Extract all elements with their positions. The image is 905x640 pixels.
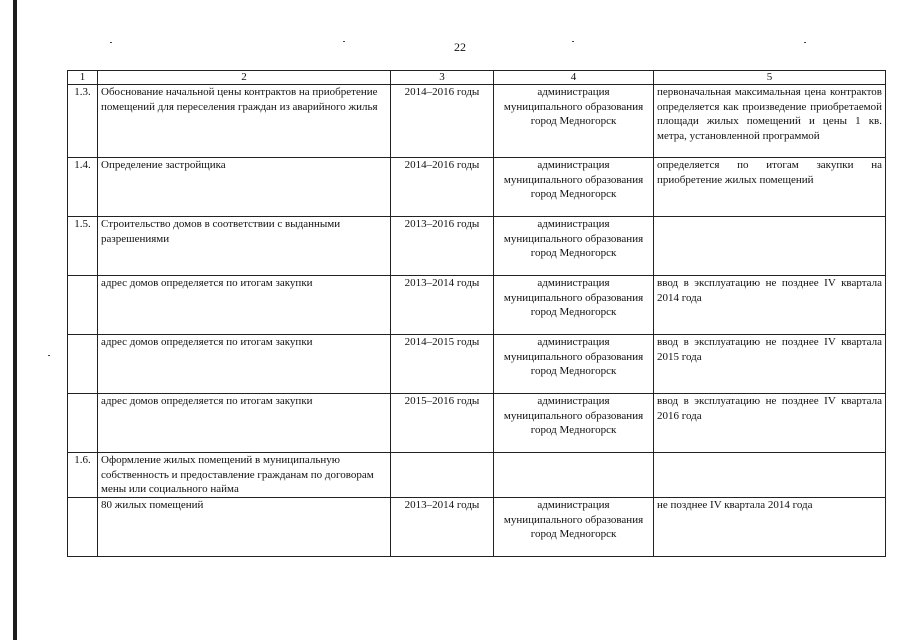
- column-header: 1: [68, 71, 98, 85]
- table-row: [68, 498, 886, 557]
- result-cell: ввод в эксплуатацию не позднее IV квартала 2014 года: [654, 276, 886, 335]
- row-number: [68, 394, 98, 453]
- column-header: 4: [494, 71, 654, 85]
- measure-description: адрес домов определяется по итогам закупки: [98, 335, 391, 394]
- program-measures-table: [67, 70, 886, 557]
- table-row: [68, 335, 886, 394]
- scan-speck: [48, 355, 50, 356]
- measure-description: адрес домов определяется по итогам закупки: [98, 276, 391, 335]
- period-cell: 2014–2016 годы: [391, 85, 494, 158]
- measure-description: Оформление жилых помещений в муниципальную собственность и предоставление гражданам по договорам мены или социального найма: [98, 453, 391, 498]
- result-cell: [654, 453, 886, 498]
- period-cell: 2015–2016 годы: [391, 394, 494, 453]
- executor-cell: администрация муниципального образования город Медногорск: [494, 217, 654, 276]
- row-number: 1.6.: [68, 453, 98, 498]
- column-header: 2: [98, 71, 391, 85]
- table-row: [68, 394, 886, 453]
- scan-speck: [572, 41, 574, 42]
- measure-description: Определение застройщика: [98, 158, 391, 217]
- measure-description: Обоснование начальной цены контрактов на приобретение помещений для переселения граждан из аварийного жилья: [98, 85, 391, 158]
- scan-speck: [804, 42, 806, 43]
- table-row: [68, 453, 886, 498]
- row-number: 1.5.: [68, 217, 98, 276]
- result-cell: первоначальная максимальная цена контрактов определяется как произведение приобретаемой площади жилых помещений и цены 1 кв. метра, установленной программой: [654, 85, 886, 158]
- period-cell: 2014–2016 годы: [391, 158, 494, 217]
- scan-speck: [110, 42, 112, 43]
- table-row: [68, 85, 886, 158]
- executor-cell: администрация муниципального образования город Медногорск: [494, 85, 654, 158]
- result-cell: не позднее IV квартала 2014 года: [654, 498, 886, 557]
- table-row: [68, 158, 886, 217]
- period-cell: 2013–2016 годы: [391, 217, 494, 276]
- table-header-row: [68, 71, 886, 85]
- page-number: 22: [454, 40, 466, 54]
- executor-cell: администрация муниципального образования город Медногорск: [494, 335, 654, 394]
- period-cell: 2014–2015 годы: [391, 335, 494, 394]
- result-cell: [654, 217, 886, 276]
- executor-cell: администрация муниципального образования город Медногорск: [494, 394, 654, 453]
- row-number: 1.3.: [68, 85, 98, 158]
- scan-speck: [343, 41, 345, 42]
- column-header: 5: [654, 71, 886, 85]
- result-cell: ввод в эксплуатацию не позднее IV квартала 2015 года: [654, 335, 886, 394]
- executor-cell: администрация муниципального образования город Медногорск: [494, 276, 654, 335]
- period-cell: [391, 453, 494, 498]
- measure-description: 80 жилых помещений: [98, 498, 391, 557]
- row-number: [68, 276, 98, 335]
- table-row: [68, 276, 886, 335]
- period-cell: 2013–2014 годы: [391, 276, 494, 335]
- page-left-edge-bar: [13, 0, 17, 640]
- result-cell: ввод в эксплуатацию не позднее IV квартала 2016 года: [654, 394, 886, 453]
- executor-cell: администрация муниципального образования город Медногорск: [494, 158, 654, 217]
- executor-cell: администрация муниципального образования город Медногорск: [494, 498, 654, 557]
- row-number: [68, 498, 98, 557]
- measure-description: адрес домов определяется по итогам закупки: [98, 394, 391, 453]
- executor-cell: [494, 453, 654, 498]
- column-header: 3: [391, 71, 494, 85]
- period-cell: 2013–2014 годы: [391, 498, 494, 557]
- row-number: 1.4.: [68, 158, 98, 217]
- row-number: [68, 335, 98, 394]
- measure-description: Строительство домов в соответствии с выданными разрешениями: [98, 217, 391, 276]
- result-cell: определяется по итогам закупки на приобретение жилых помещений: [654, 158, 886, 217]
- table-row: [68, 217, 886, 276]
